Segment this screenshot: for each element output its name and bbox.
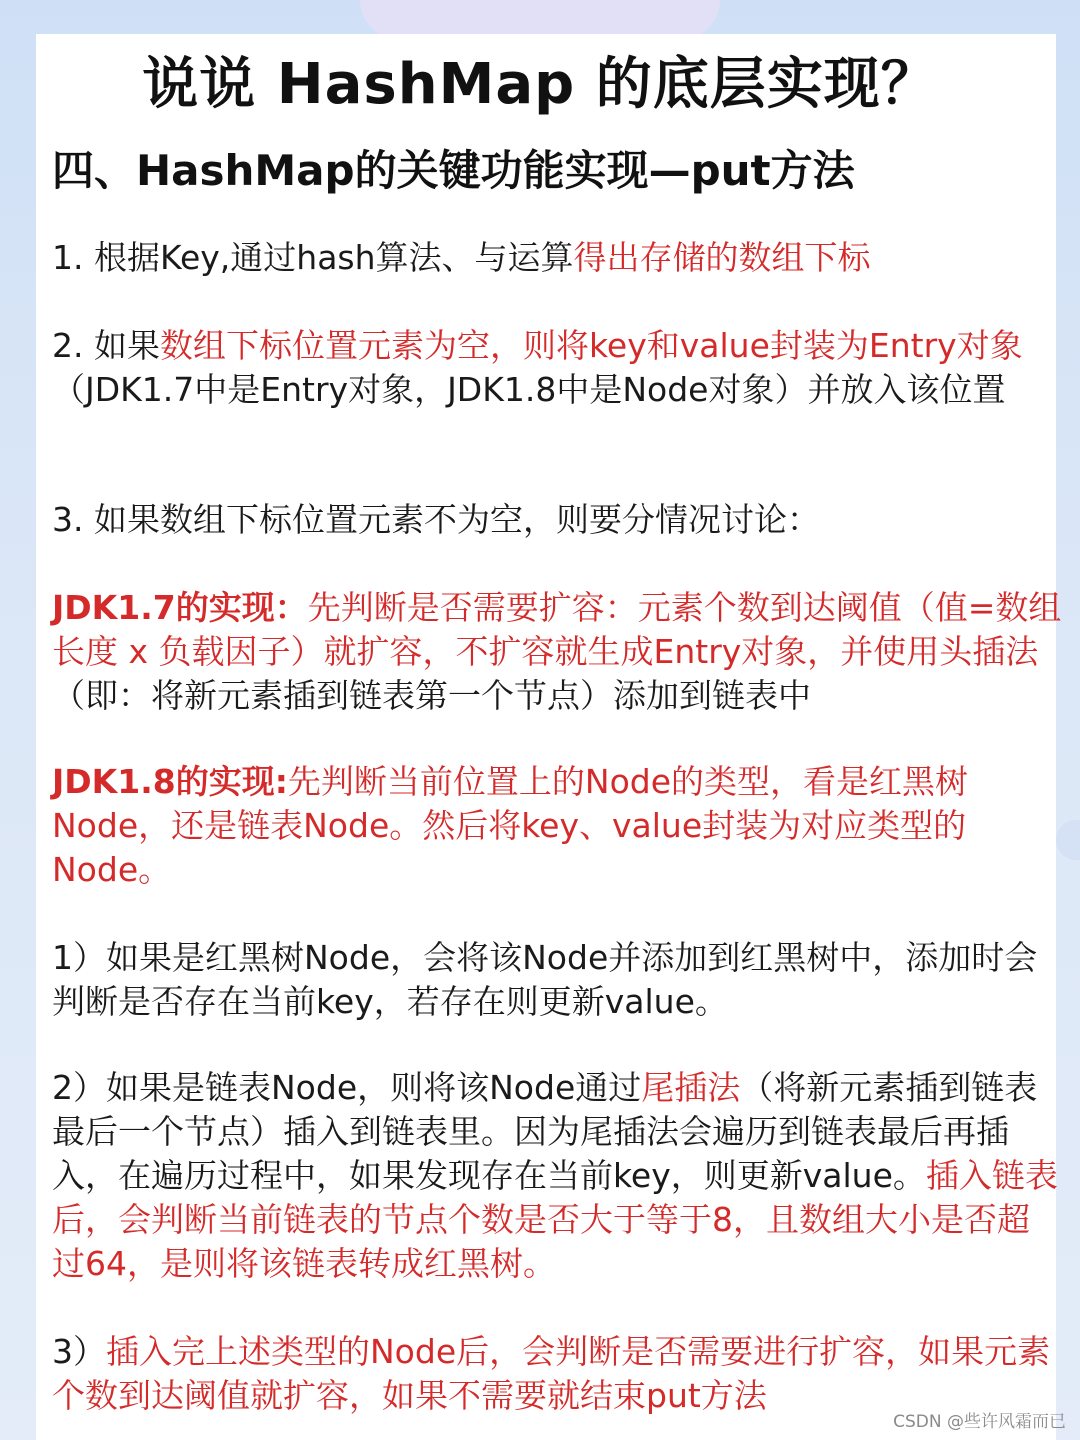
paragraph-case-1 bbox=[52, 936, 1062, 1024]
jdk18-highlight: 先判断当前位置上的Node的类型，看是红黑树Node，还是链表Node。然后将key、value封装为对应类型的Node。 bbox=[52, 762, 969, 889]
paragraph-step-3 bbox=[52, 498, 1062, 542]
jdk17-highlight: 先判断是否需要扩容：元素个数到达阈值（值=数组长度 x 负载因子）就扩容，不扩容就生成Entry对象，并使用头插法 bbox=[52, 588, 1062, 671]
jdk18-label: JDK1.8的实现: bbox=[52, 762, 288, 801]
step-2-highlight: 数组下标位置元素为空，则将key和value封装为Entry对象 bbox=[159, 326, 1023, 365]
step-3-text: 3. 如果数组下标位置元素不为空，则要分情况讨论： bbox=[52, 500, 820, 539]
step-2-text: 2. 如果 bbox=[52, 326, 160, 365]
paragraph-case-3 bbox=[52, 1330, 1062, 1418]
case-2-note: （将新元素插到链表最后一个节点）插入到链表里。因为尾插法会遍历到链表最后再插入，在遍历过程中，如果发现存在当前key，则更新value。 bbox=[52, 1068, 1038, 1195]
case-3-text: 3） bbox=[52, 1332, 106, 1371]
paragraph-case-2 bbox=[52, 1066, 1062, 1286]
case-1-text: 1）如果是红黑树Node，会将该Node并添加到红黑树中，添加时会判断是否存在当前key，若存在则更新value。 bbox=[52, 938, 1038, 1021]
section-heading: 四、HashMap的关键功能实现—put方法 bbox=[52, 146, 855, 195]
page-title: 说说 HashMap 的底层实现？ bbox=[142, 52, 938, 117]
jdk17-label: JDK1.7的实现： bbox=[52, 588, 308, 627]
paragraph-step-2 bbox=[52, 324, 1062, 412]
jdk17-note: （即：将新元素插到链表第一个节点）添加到链表中 bbox=[52, 676, 811, 715]
csdn-watermark: CSDN @些许风霜而已 bbox=[893, 1412, 1066, 1432]
paragraph-jdk17 bbox=[52, 586, 1062, 718]
case-2-tail-insert: 尾插法 bbox=[641, 1068, 741, 1107]
case-3-highlight: 插入完上述类型的Node后，会判断是否需要进行扩容，如果元素个数到达阈值就扩容，如果不需要就结束put方法 bbox=[52, 1332, 1051, 1415]
case-2-text: 2）如果是链表Node，则将该Node通过 bbox=[52, 1068, 642, 1107]
paragraph-jdk18 bbox=[52, 760, 1062, 892]
paragraph-step-1 bbox=[52, 236, 1062, 280]
step-1-highlight: 得出存储的数组下标 bbox=[573, 238, 871, 277]
step-2-note: （JDK1.7中是Entry对象，JDK1.8中是Node对象）并放入该位置 bbox=[52, 370, 1006, 409]
step-1-text: 1. 根据Key,通过hash算法、与运算 bbox=[52, 238, 574, 277]
case-2-highlight: 插入链表后，会判断当前链表的节点个数是否大于等于8，且数组大小是否超过64，是则将该链表转成红黑树。 bbox=[52, 1156, 1058, 1283]
